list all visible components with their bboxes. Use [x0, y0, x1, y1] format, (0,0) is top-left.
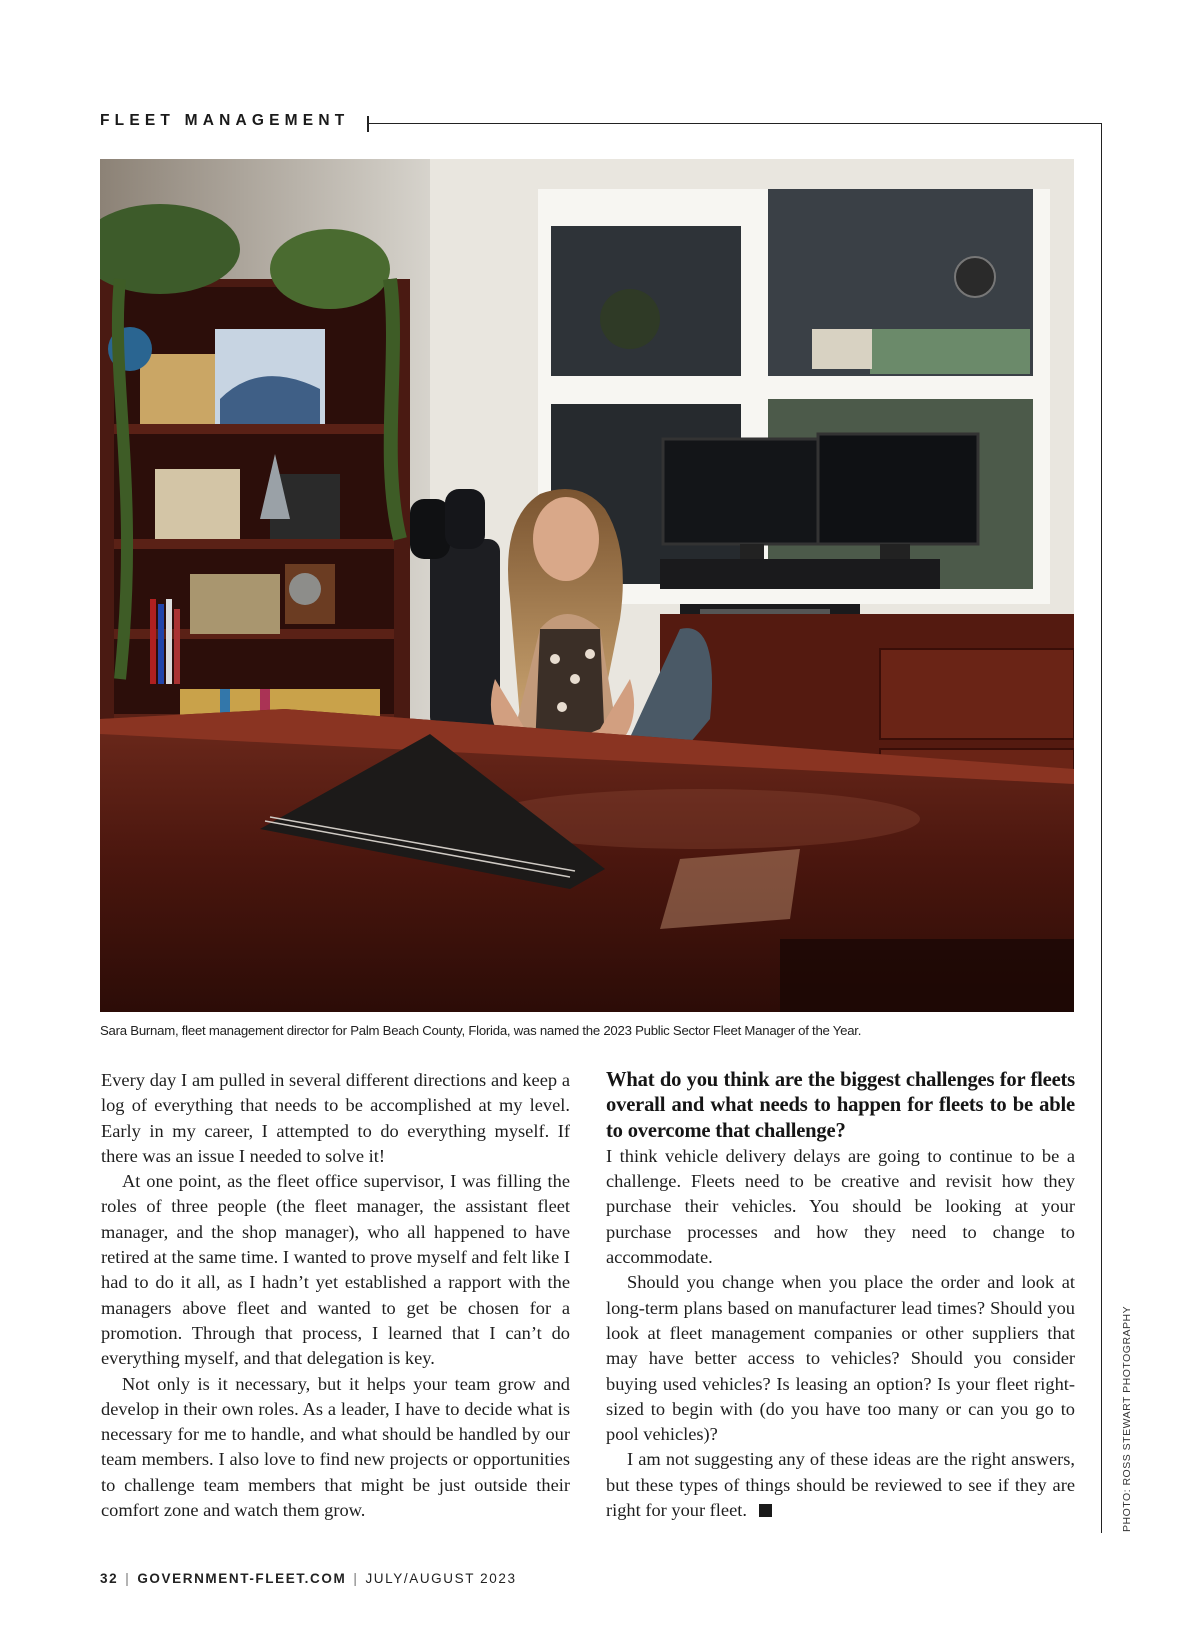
body-paragraph: Should you change when you place the order and look at long-term plans based on manufacturer lead times? Should you look at fleet management companies or other suppliers that may have better access to vehicles? Should you consider buying used vehicles? Is leasing an option? Is your fleet right-sized to begin with (do you have too many or can you go to pool vehicles)?: [606, 1272, 1075, 1445]
page-footer: [100, 1571, 517, 1586]
footer-separator: |: [125, 1571, 131, 1586]
body-paragraph: I think vehicle delivery delays are going to continue to be a challenge. Fleets need to be creative and revisit how they purchase their vehicles. You should be looking at your purchase processes and how they need to change to accommodate.: [606, 1145, 1075, 1268]
margin-rule: [1101, 123, 1102, 1533]
body-paragraph-text: I am not suggesting any of these ideas are the right answers, but these types of things should be reviewed to see if they are right for your fleet.: [606, 1449, 1075, 1521]
photo-credit: PHOTO: ROSS STEWART PHOTOGRAPHY: [1121, 1305, 1133, 1532]
footer-issue: JULY/AUGUST 2023: [365, 1571, 517, 1586]
photo-caption: Sara Burnam, fleet management director for Palm Beach County, Florida, was named the 2023 Public Sector Fleet Manager of the Year.: [100, 1023, 862, 1038]
header-rule-tick: [367, 116, 369, 132]
section-label: FLEET MANAGEMENT: [100, 112, 350, 129]
end-of-article-mark: [759, 1504, 772, 1517]
header-rule: [367, 123, 1102, 124]
body-paragraph: Every day I am pulled in several different directions and keep a log of everything that needs to be accomplished at my level. Early in my career, I attempted to do everything myself. If there was an issue I needed to solve it!: [101, 1070, 570, 1166]
final-paragraph: [606, 1447, 1075, 1523]
body-paragraph: Not only is it necessary, but it helps your team grow and develop in their own roles. As a leader, I have to decide what is necessary for me to handle, and what should be handled by our team members. I also love to find new projects or opportunities to challenge team members that might be just outside their comfort zone and watch them grow.: [101, 1373, 570, 1521]
feature-photo: [100, 159, 1074, 1012]
article-column-left: [101, 1068, 570, 1523]
interview-question: What do you think are the biggest challenges for fleets overall and what needs to happen for fleets to be able to overcome that challenge?: [606, 1069, 1075, 1142]
footer-separator: |: [353, 1571, 359, 1586]
page-number: 32: [100, 1571, 119, 1586]
footer-site: GOVERNMENT-FLEET.COM: [137, 1571, 347, 1586]
office-photo-illustration: [100, 159, 1074, 1012]
article-column-right: [606, 1068, 1075, 1523]
body-paragraph: At one point, as the fleet office supervisor, I was filling the roles of three people (the fleet manager, the assistant fleet manager, and the shop manager), who all happened to have retired at the same time. I wanted to prove myself and felt like I had to do it all, as I hadn’t yet established a rapport with the managers above fleet and wanted to get be chosen for a promotion. Through that process, I learned that I can’t do everything myself, and that delegation is key.: [101, 1171, 570, 1369]
